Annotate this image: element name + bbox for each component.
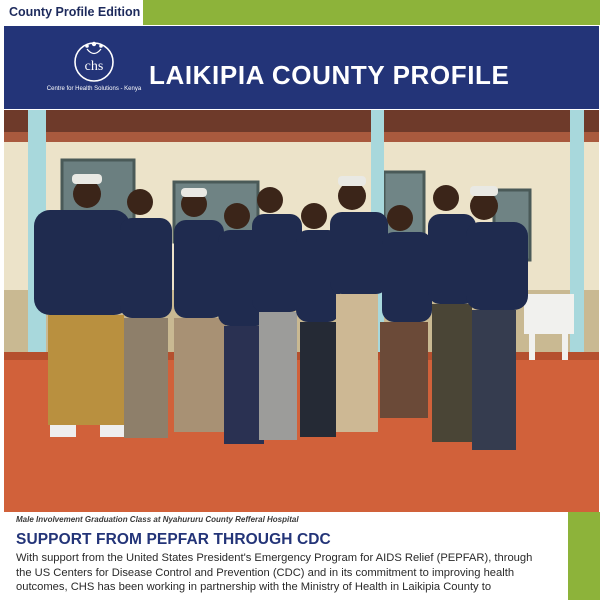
section-heading: SUPPORT FROM PEPFAR THROUGH CDC [16,531,331,548]
photo-caption: Male Involvement Graduation Class at Nyahururu County Refferal Hospital [16,515,299,524]
body-line: With support from the United States President's Emergency Program for AIDS Relief (PEPFAR), through [16,552,533,564]
group-photo-illustration [4,110,599,512]
edition-label: County Profile Edition [0,0,143,25]
group-photo [4,110,599,512]
people-group [34,174,528,450]
section-body [16,551,562,595]
logo-subtext: Centre for Health Solutions - Kenya [46,86,142,92]
body-line: the US Centers for Disease Control and Prevention (CDC) and in its commitment to improving health [16,566,515,579]
page-title: LAIKIPIA COUNTY PROFILE [149,60,510,90]
logo-emblem-icon [72,36,116,84]
logo-text: chs [84,59,104,74]
title-banner [4,26,599,109]
chs-logo [46,36,142,106]
right-accent-bar [568,512,600,600]
body-line: outcomes, CHS has been working in partnership with the Ministry of Health in Laikipia County to [16,581,492,594]
